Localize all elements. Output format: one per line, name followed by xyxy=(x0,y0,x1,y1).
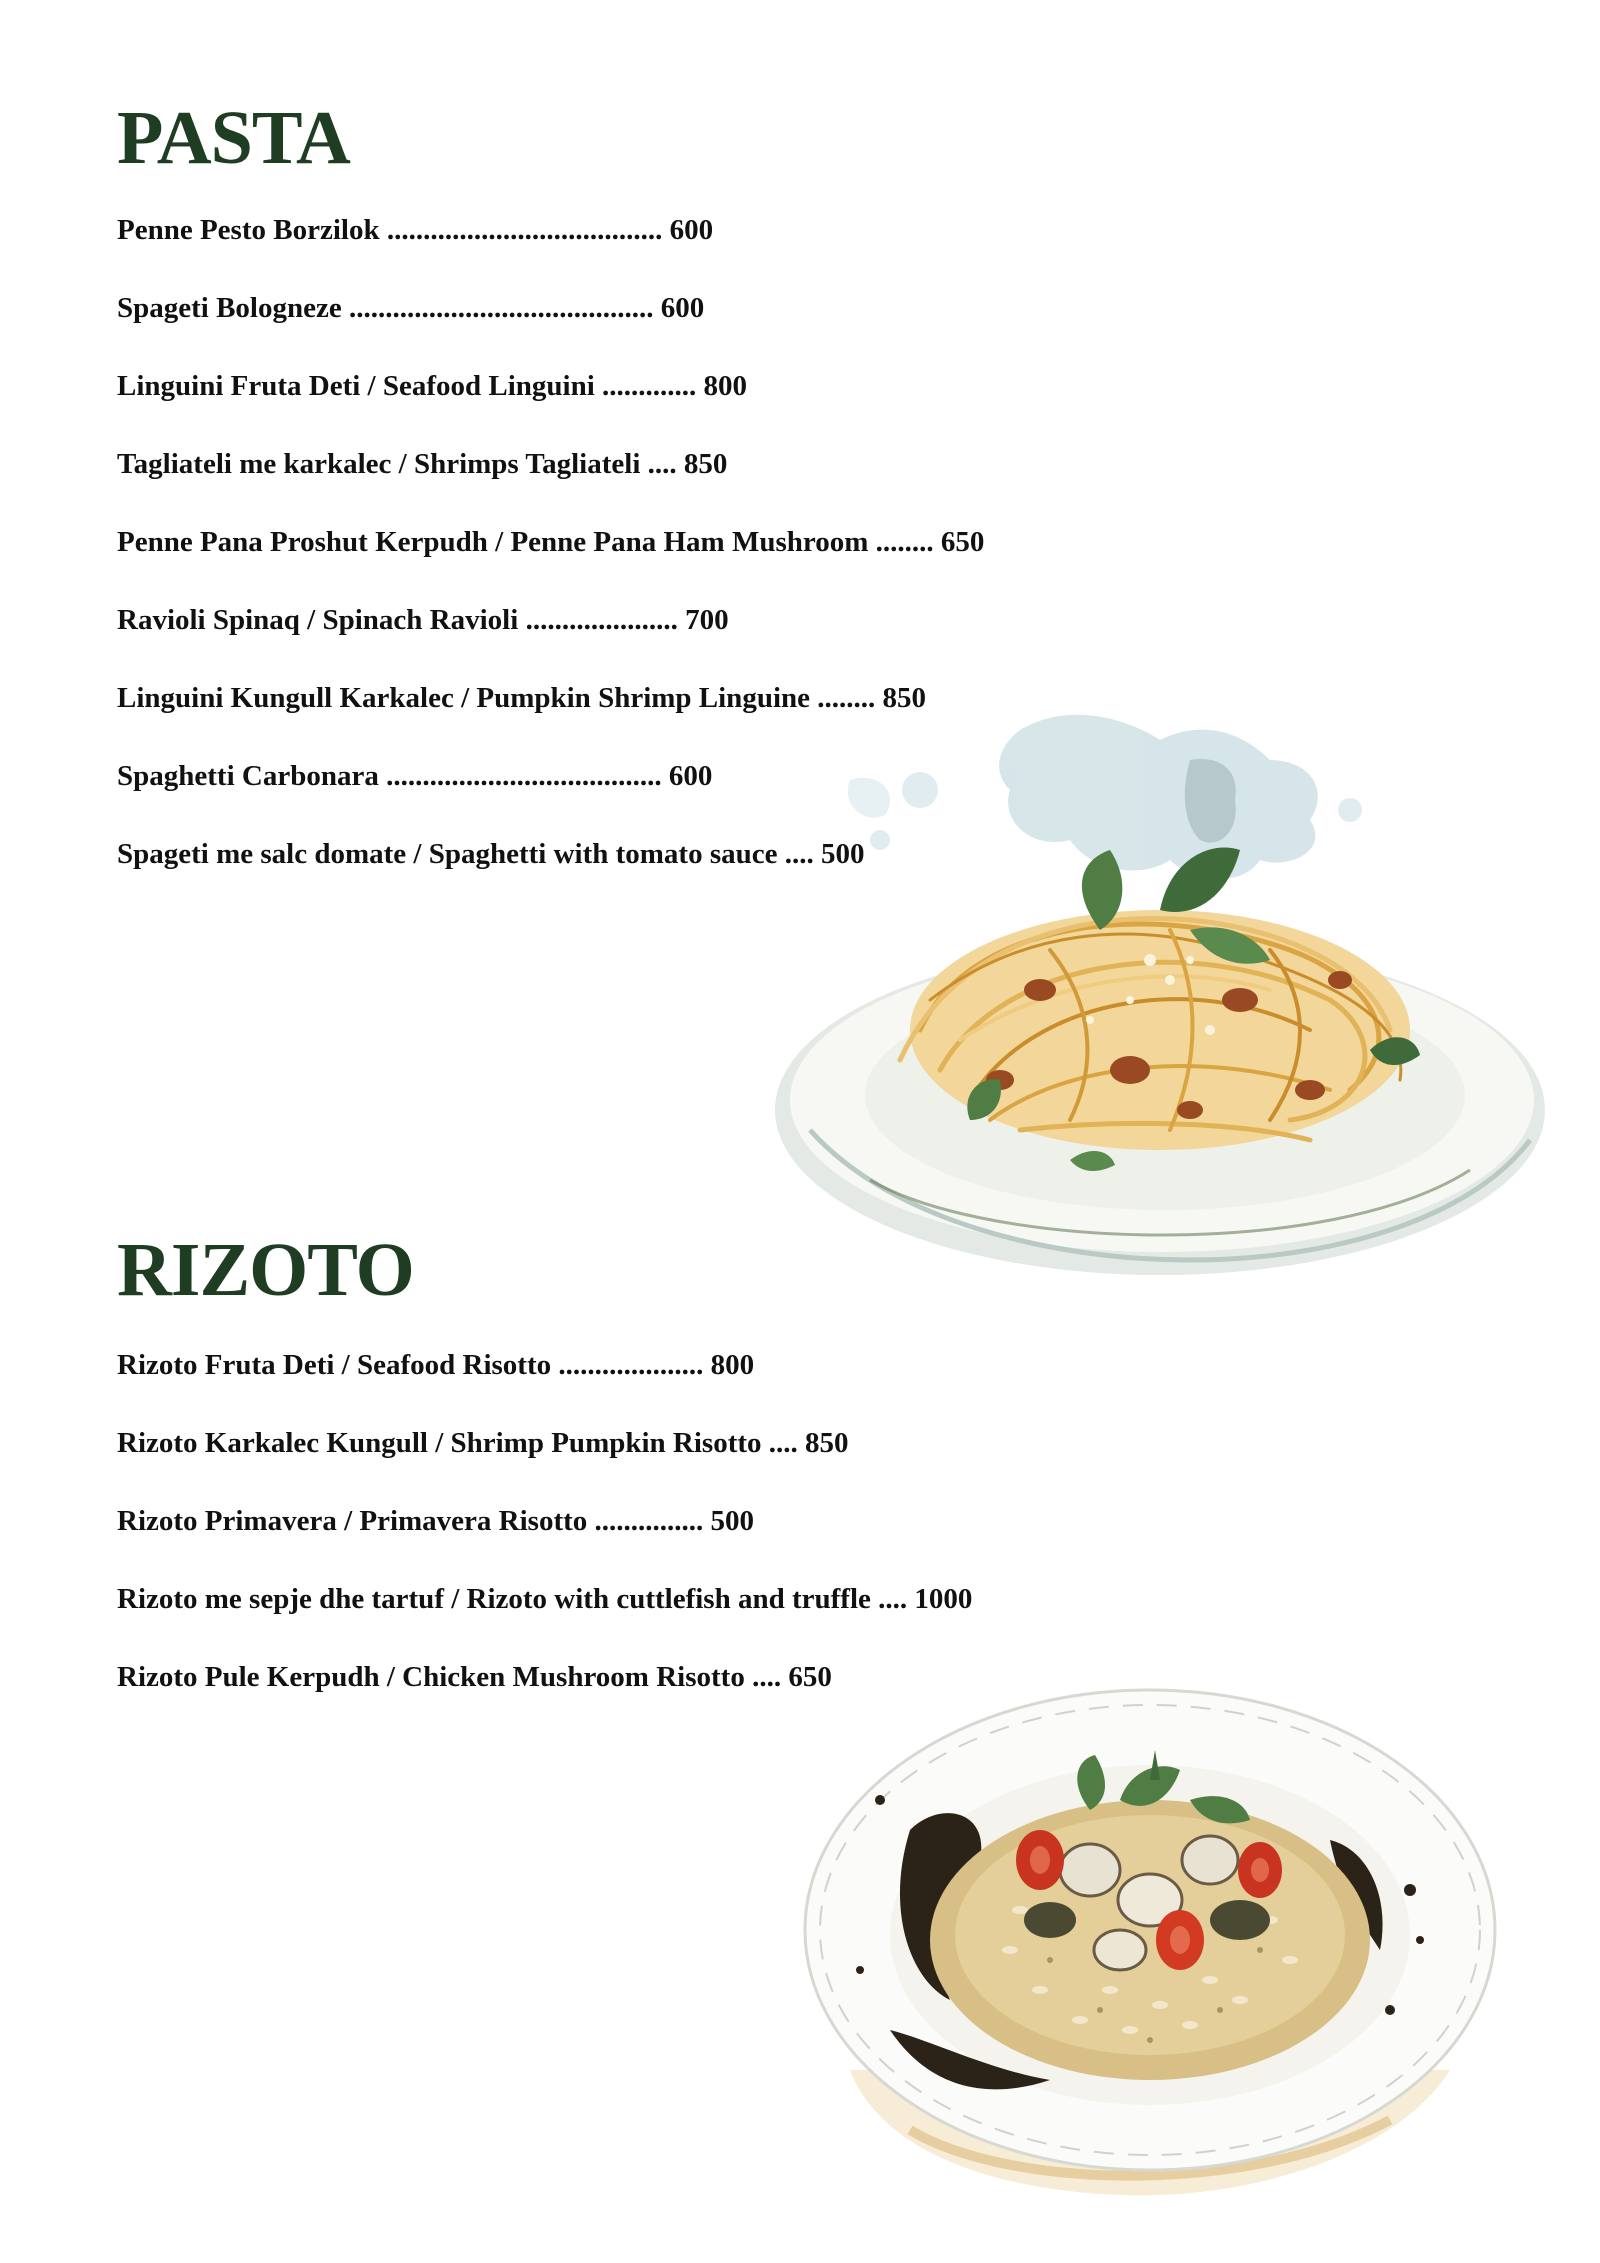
item-price: 650 xyxy=(940,526,985,558)
item-name: Penne Pana Proshut Kerpudh / Penne Pana Ham Mushroom xyxy=(117,526,869,558)
menu-item xyxy=(117,1345,972,1423)
item-price: 600 xyxy=(660,292,705,324)
item-name: Rizoto Fruta Deti / Seafood Risotto xyxy=(117,1349,552,1381)
item-name: Spageti Bologneze xyxy=(117,292,342,324)
item-price: 600 xyxy=(669,214,714,246)
menu-item xyxy=(117,600,984,678)
item-price: 700 xyxy=(685,604,729,636)
item-price: 1000 xyxy=(914,1583,973,1615)
item-dots: ...................................... xyxy=(386,760,662,792)
item-dots: ...................................... xyxy=(386,214,663,246)
item-dots: ........ xyxy=(817,682,876,714)
menu-item xyxy=(117,1579,972,1657)
item-dots: ............... xyxy=(594,1505,704,1537)
item-name: Rizoto Primavera / Primavera Risotto xyxy=(117,1505,588,1537)
menu-item xyxy=(117,288,984,366)
item-dots: .................... xyxy=(558,1349,704,1381)
item-name: Rizoto Karkalec Kungull / Shrimp Pumpkin Risotto xyxy=(117,1427,762,1459)
spaghetti-plate-illustration xyxy=(770,700,1550,1290)
rizoto-section-title: RIZOTO xyxy=(117,1228,414,1312)
menu-item xyxy=(117,444,984,522)
item-price: 650 xyxy=(788,1661,832,1693)
item-dots: .... xyxy=(752,1661,782,1693)
item-name: Rizoto Pule Kerpudh / Chicken Mushroom Risotto xyxy=(117,1661,745,1693)
item-dots: .... xyxy=(784,838,814,870)
item-dots: .......................................... xyxy=(349,292,654,324)
item-dots: ........ xyxy=(875,526,934,558)
item-price: 500 xyxy=(821,838,865,870)
item-name: Penne Pesto Borzilok xyxy=(117,214,380,246)
menu-item xyxy=(117,1501,972,1579)
item-dots: .... xyxy=(878,1583,908,1615)
item-price: 500 xyxy=(710,1505,755,1537)
item-price: 850 xyxy=(683,448,728,480)
menu-item xyxy=(117,1423,972,1501)
menu-item xyxy=(117,522,984,600)
item-dots: .... xyxy=(768,1427,798,1459)
item-dots: ..................... xyxy=(525,604,678,636)
item-price: 850 xyxy=(882,682,926,714)
menu-item xyxy=(117,366,984,444)
item-dots: .... xyxy=(647,448,677,480)
pasta-section-title: PASTA xyxy=(117,96,350,180)
item-name: Spaghetti Carbonara xyxy=(117,760,379,792)
item-name: Rizoto me sepje dhe tartuf / Rizoto with cuttlefish and truffle xyxy=(117,1583,871,1615)
item-name: Spageti me salc domate / Spaghetti with tomato sauce xyxy=(117,838,778,870)
item-price: 600 xyxy=(668,760,713,792)
item-name: Linguini Fruta Deti / Seafood Linguini xyxy=(117,370,595,402)
risotto-plate-illustration xyxy=(790,1650,1510,2210)
item-price: 850 xyxy=(805,1427,849,1459)
item-price: 800 xyxy=(710,1349,755,1381)
item-dots: ............. xyxy=(602,370,697,402)
item-name: Ravioli Spinaq / Spinach Ravioli xyxy=(117,604,519,636)
menu-item xyxy=(117,210,984,288)
item-price: 800 xyxy=(703,370,748,402)
risotto xyxy=(930,1800,1370,2080)
item-name: Tagliateli me karkalec / Shrimps Tagliateli xyxy=(117,448,641,480)
item-name: Linguini Kungull Karkalec / Pumpkin Shrimp Linguine xyxy=(117,682,810,714)
